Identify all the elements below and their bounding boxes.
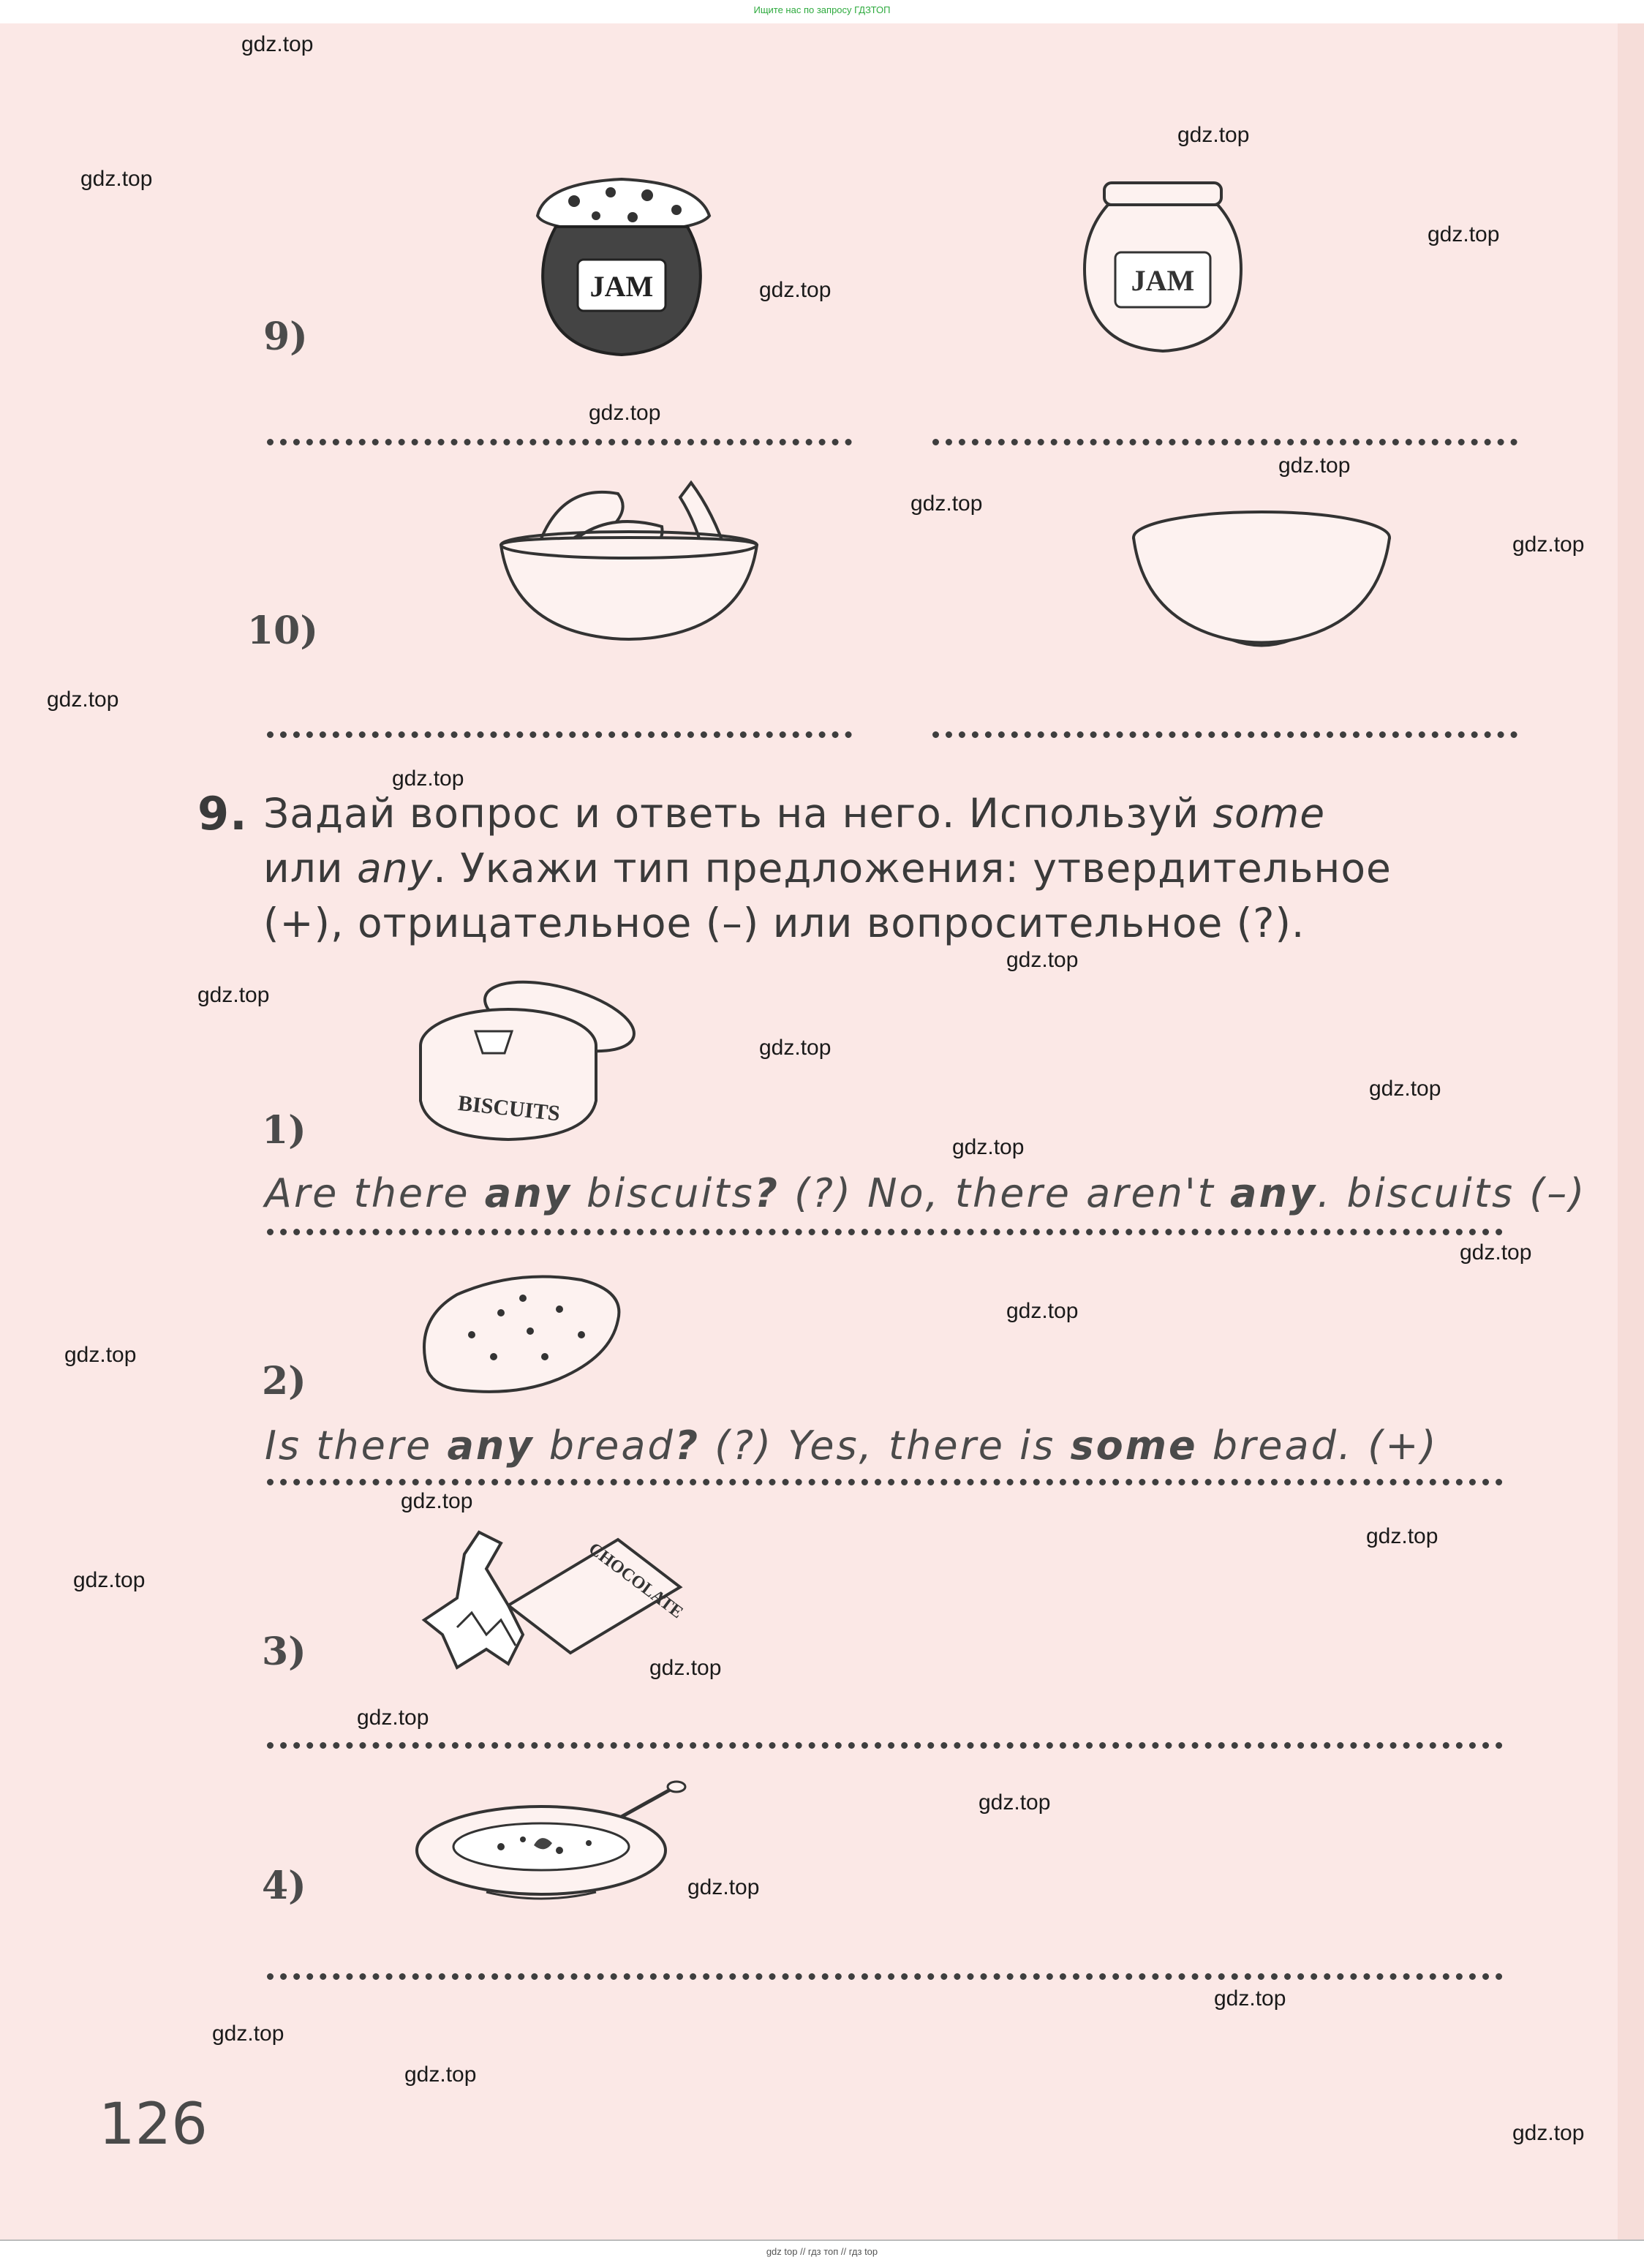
watermark: gdz.top (404, 2062, 477, 2087)
watermark: gdz.top (392, 766, 464, 791)
chocolate-bar-illustration (413, 1525, 687, 1679)
watermark: gdz.top (589, 401, 661, 425)
watermark: gdz.top (759, 278, 832, 302)
watermark: gdz.top (1006, 948, 1079, 972)
svg-text:CHOCOLATE: CHOCOLATE (584, 1539, 687, 1623)
top-banner-text: Ищите нас по запросу ГДЗТОП (753, 4, 891, 15)
empty-bowl-illustration (1130, 505, 1393, 651)
watermark: gdz.top (952, 1135, 1025, 1159)
watermark: gdz.top (73, 1568, 146, 1592)
watermark: gdz.top (1428, 222, 1500, 246)
watermark: gdz.top (979, 1790, 1051, 1815)
answer-line-ex9-1 (267, 1229, 1503, 1235)
item-10-number: 10) (247, 609, 318, 653)
svg-text:BISCUITS: BISCUITS (456, 1090, 562, 1126)
instruction-line-1: Задай вопрос и ответь на него. Используй some (263, 790, 1326, 837)
watermark: gdz.top (1369, 1077, 1441, 1101)
page-edge (1618, 23, 1644, 2239)
watermark: gdz.top (1278, 453, 1351, 478)
answer-line-9-left (267, 439, 852, 445)
answer-line-9-right (932, 439, 1517, 445)
watermark: gdz.top (649, 1656, 722, 1680)
ex9-item-3-number: 3) (262, 1630, 306, 1674)
watermark: gdz.top (80, 167, 153, 191)
watermark: gdz.top (1214, 1986, 1286, 2011)
watermark: gdz.top (1512, 532, 1585, 557)
watermark: gdz.top (47, 687, 119, 712)
watermark: gdz.top (1512, 2121, 1585, 2145)
instruction-line-3: (+), отрицательное (–) или вопросительное (?). (263, 900, 1305, 946)
watermark: gdz.top (357, 1706, 429, 1730)
answer-line-10-left (267, 731, 852, 738)
empty-jam-jar-illustration (1075, 179, 1251, 355)
bottom-banner (0, 2239, 1644, 2268)
answer-line-ex9-4 (267, 1973, 1503, 1980)
watermark: gdz.top (1177, 123, 1250, 147)
watermark: gdz.top (401, 1489, 473, 1513)
watermark: gdz.top (197, 983, 270, 1007)
ex9-item-2-answer: Is there any bread? (?) Yes, there is some bread. (+) (265, 1423, 1438, 1469)
answer-line-10-right (932, 731, 1517, 738)
top-banner (0, 0, 1644, 23)
ex9-item-1-number: 1) (262, 1108, 306, 1153)
soup-bowl-illustration (413, 1781, 684, 1905)
biscuit-tin-illustration (413, 973, 640, 1148)
watermark: gdz.top (910, 491, 983, 516)
instruction-line-2: или any. Укажи тип предложения: утвердительное (263, 845, 1392, 892)
watermark: gdz.top (212, 2022, 284, 2046)
watermark: gdz.top (64, 1343, 137, 1367)
bread-loaf-illustration (413, 1269, 625, 1401)
page-number: 126 (99, 2092, 208, 2158)
answer-line-ex9-2 (267, 1479, 1503, 1485)
full-jam-jar-illustration (523, 172, 720, 362)
watermark: gdz.top (1366, 1524, 1438, 1548)
item-9-number: 9) (263, 314, 308, 359)
watermark: gdz.top (1006, 1299, 1079, 1323)
watermark: gdz.top (1460, 1240, 1532, 1265)
bottom-banner-text: gdz top // гдз топ // гдз top (766, 2246, 878, 2257)
watermark: gdz.top (759, 1036, 832, 1060)
watermark: gdz.top (241, 32, 314, 56)
ex9-item-1-answer: Are there any biscuits? (?) No, there aren't any. biscuits (–) (265, 1170, 1587, 1216)
svg-text:JAM: JAM (589, 270, 654, 303)
workbook-page (0, 23, 1618, 2239)
watermark: gdz.top (687, 1875, 760, 1899)
bowl-with-bananas-illustration (494, 468, 764, 647)
svg-text:JAM: JAM (1131, 264, 1195, 297)
answer-line-ex9-3 (267, 1742, 1503, 1749)
exercise-number: 9. (197, 787, 248, 840)
ex9-item-2-number: 2) (262, 1359, 306, 1404)
ex9-item-4-number: 4) (262, 1864, 306, 1908)
